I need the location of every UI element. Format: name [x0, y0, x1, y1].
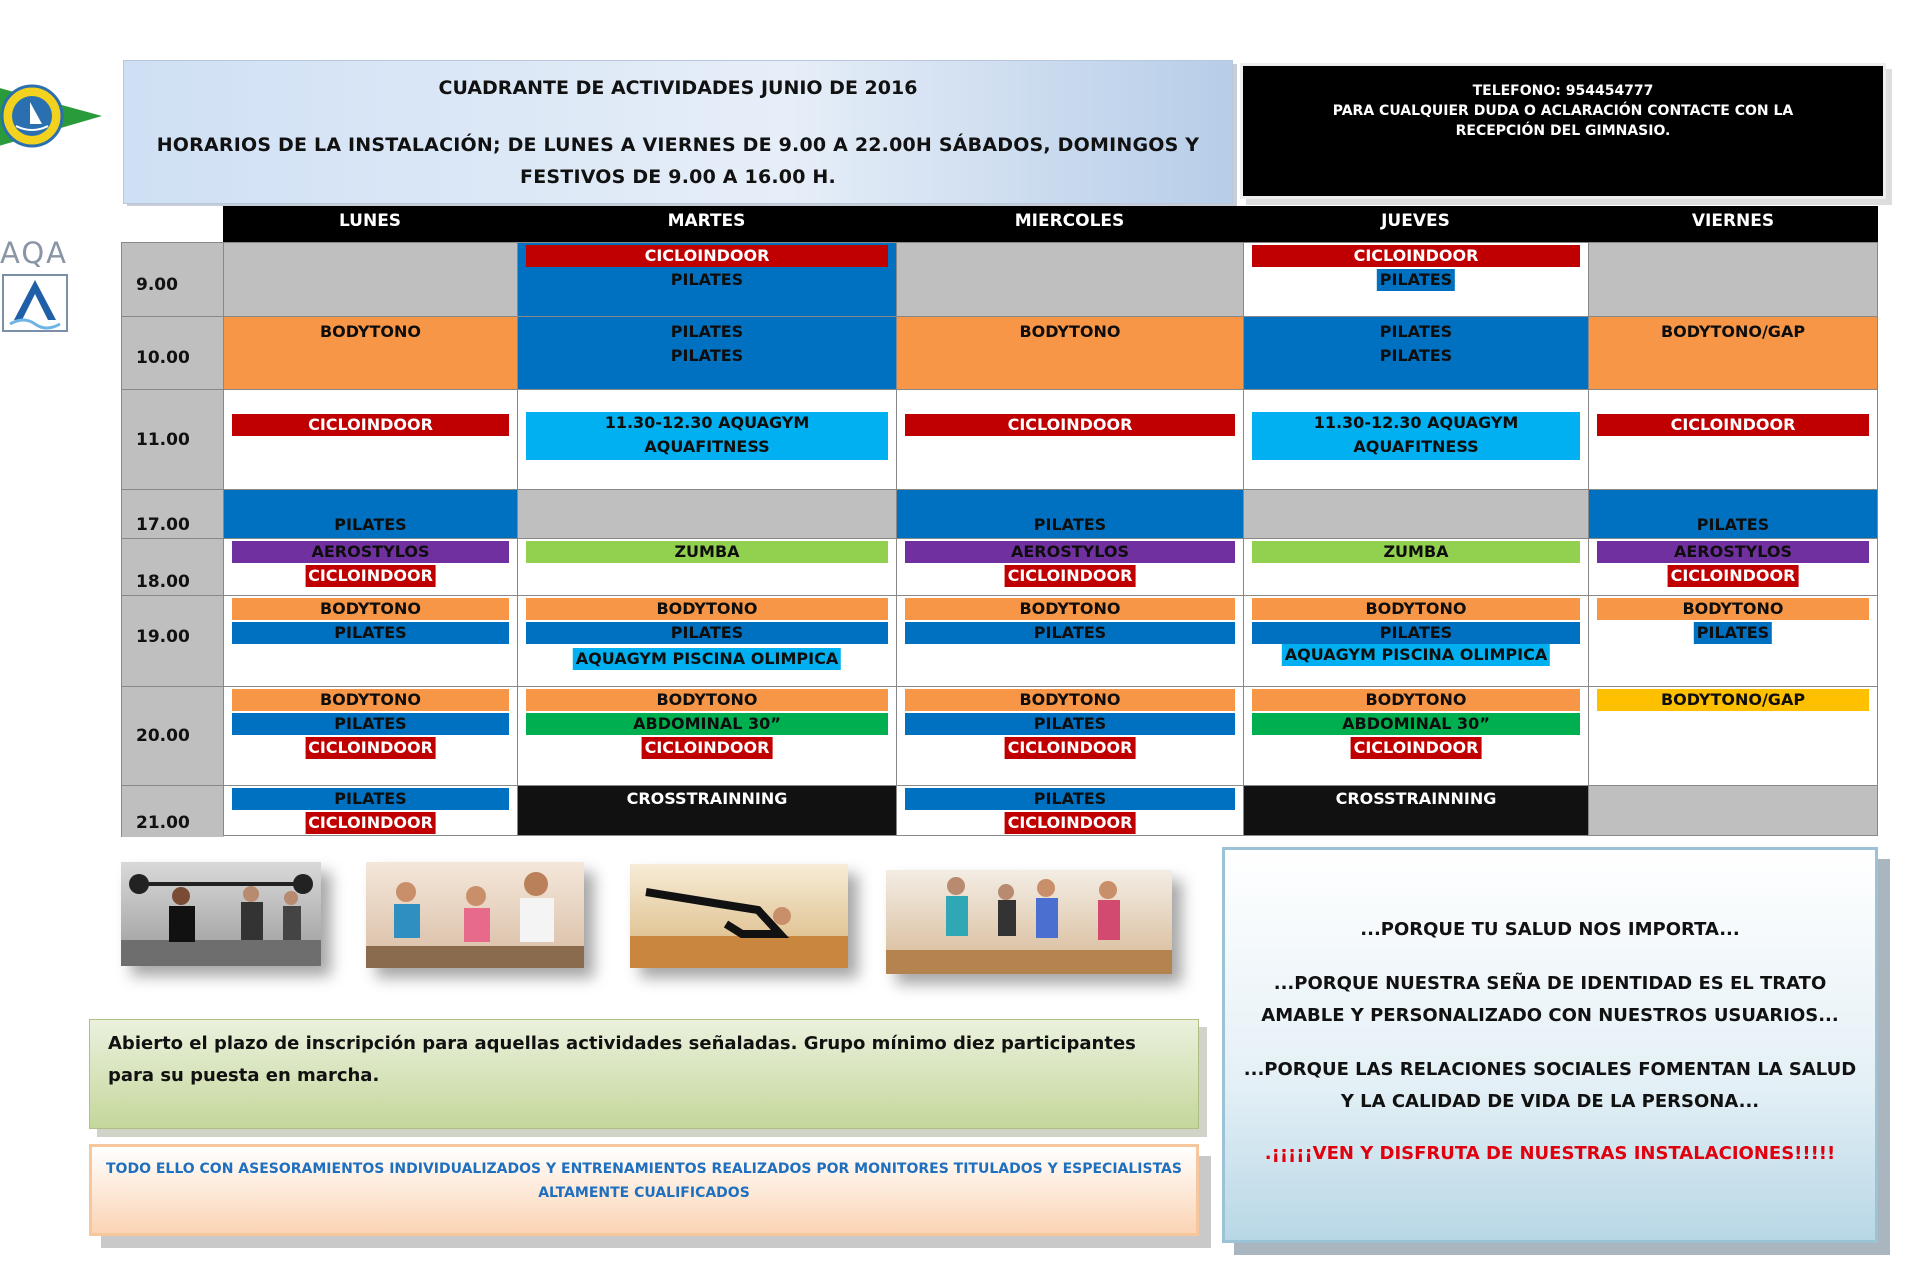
schedule-cell: [517, 538, 896, 595]
schedule-cell: [223, 595, 517, 686]
activity-label: CICLOINDOOR: [1252, 245, 1580, 267]
activity-label: BODYTONO: [1252, 689, 1580, 711]
activity-label: PILATES: [670, 346, 744, 365]
activity-label: PILATES: [1379, 322, 1453, 341]
day-header-miercoles: MIERCOLES: [896, 206, 1243, 242]
activity-label: PILATES: [334, 515, 407, 534]
activity-label: CICLOINDOOR: [305, 565, 436, 587]
gym-photo-yoga: [630, 864, 848, 968]
schedule-cell: [1243, 389, 1588, 489]
activity-label: BODYTONO: [526, 598, 888, 620]
activity-label: PILATES: [670, 322, 744, 341]
title-panel: [123, 60, 1233, 204]
activity-label: PILATES: [1379, 346, 1453, 365]
time-slot: [121, 389, 224, 490]
activity-label: PILATES: [1694, 622, 1772, 644]
schedule-cell: [896, 489, 1243, 538]
schedule-grid: [121, 206, 1878, 836]
schedule-cell: [517, 785, 896, 836]
day-header-lunes: LUNES: [223, 206, 517, 242]
slogan-3: ...PORQUE LAS RELACIONES SOCIALES FOMENTAN LA SALUD Y LA CALIDAD DE VIDA DE LA PERSONA...: [1243, 1059, 1857, 1112]
contact-line-3: RECEPCIÓN DEL GIMNASIO.: [1455, 123, 1671, 139]
schedule-cell: [896, 316, 1243, 389]
activity-label: CICLOINDOOR: [1597, 414, 1869, 436]
activity-label: BODYTONO: [232, 689, 509, 711]
activity-label: CICLOINDOOR: [526, 245, 888, 267]
grid-corner: [121, 206, 223, 242]
time-slot: [121, 489, 224, 539]
activity-label: CICLOINDOOR: [905, 414, 1235, 436]
activity-label: PILATES: [232, 622, 509, 644]
activity-label: BODYTONO/GAP: [1660, 322, 1806, 341]
activity-label: ZUMBA: [1252, 541, 1580, 563]
activity-label: 11.30-12.30 AQUAGYM: [526, 412, 888, 436]
time-slot: [121, 686, 224, 786]
activity-label: PILATES: [670, 270, 744, 289]
activity-label: BODYTONO: [905, 598, 1235, 620]
slogan-2: ...PORQUE NUESTRA SEÑA DE IDENTIDAD ES EL TRATO AMABLE Y PERSONALIZADO CON NUESTROS USUARIOS...: [1261, 973, 1839, 1026]
activity-label: PILATES: [526, 622, 888, 644]
time-label: 11.00: [136, 430, 190, 450]
activity-label: BODYTONO: [1252, 598, 1580, 620]
activity-label: AEROSTYLOS: [232, 541, 509, 563]
schedule-cell: [1588, 686, 1878, 785]
activity-label: PILATES: [232, 788, 509, 810]
activity-label: ABDOMINAL 30”: [1252, 713, 1580, 735]
schedule-cell: [1588, 316, 1878, 389]
schedule-cell: [223, 538, 517, 595]
activity-label: BODYTONO: [232, 598, 509, 620]
activity-label: AQUAFITNESS: [1252, 436, 1580, 460]
schedule-cell: [223, 489, 517, 538]
day-header-martes: MARTES: [517, 206, 896, 242]
activity-label: CICLOINDOOR: [232, 414, 509, 436]
time-label: 18.00: [136, 572, 190, 592]
schedule-cell: [1243, 785, 1588, 836]
activity-label: PILATES: [905, 713, 1235, 735]
activity-label: CICLOINDOOR: [305, 737, 436, 759]
contact-phone: TELEFONO: 954454777: [1472, 83, 1654, 99]
activity-label: BODYTONO: [905, 689, 1235, 711]
slogan-4: .¡¡¡¡¡VEN Y DISFRUTA DE NUESTRAS INSTALACIONES!!!!!: [1264, 1143, 1836, 1164]
page-title: CUADRANTE DE ACTIVIDADES JUNIO DE 2016: [438, 77, 918, 99]
time-label: 10.00: [136, 348, 190, 368]
schedule-cell: [1588, 389, 1878, 489]
gym-photo-weights: [121, 862, 321, 966]
activity-label: BODYTONO: [526, 689, 888, 711]
activity-label: CROSSTRAINNING: [1335, 789, 1497, 808]
activity-label: 11.30-12.30 AQUAGYM: [1252, 412, 1580, 436]
contact-panel: [1240, 63, 1886, 199]
schedule-cell: [1243, 242, 1588, 316]
schedule-cell: [896, 595, 1243, 686]
activity-label: BODYTONO: [1019, 322, 1121, 341]
schedule-cell: [1243, 538, 1588, 595]
schedule-cell: [896, 686, 1243, 785]
activity-label: PILATES: [905, 622, 1235, 644]
activity-label: ABDOMINAL 30”: [526, 713, 888, 735]
time-label: 20.00: [136, 726, 190, 746]
activity-label: CROSSTRAINNING: [626, 789, 788, 808]
gym-photo-step-class: [886, 870, 1172, 974]
schedule-cell: [1243, 686, 1588, 785]
schedule-cell: [896, 785, 1243, 836]
schedule-cell: [517, 595, 896, 686]
activity-label: CICLOINDOOR: [1005, 565, 1136, 587]
activity-label: AEROSTYLOS: [1597, 541, 1869, 563]
schedule-cell: [1588, 785, 1878, 836]
day-header-jueves: JUEVES: [1243, 206, 1588, 242]
activity-label: AQUAGYM PISCINA OLIMPICA: [1282, 644, 1550, 666]
schedule-cell: [1243, 489, 1588, 538]
contact-line-2: PARA CUALQUIER DUDA O ACLARACIÓN CONTACTE CON LA: [1332, 103, 1794, 119]
activity-label: AQUAFITNESS: [526, 436, 888, 460]
opening-hours: HORARIOS DE LA INSTALACIÓN; DE LUNES A VIERNES DE 9.00 A 22.00H SÁBADOS, DOMINGOS Y FESTIVOS DE 9.00 A 16.00 H.: [156, 134, 1200, 188]
day-header-viernes: VIERNES: [1588, 206, 1878, 242]
schedule-cell: [1588, 489, 1878, 538]
schedule-cell: [517, 316, 896, 389]
club-nautico-logo: [0, 78, 110, 156]
activity-label: CICLOINDOOR: [1005, 812, 1136, 834]
schedule-cell: [896, 242, 1243, 316]
schedule-cell: [1243, 595, 1588, 686]
time-label: 19.00: [136, 627, 190, 647]
activity-label: CICLOINDOOR: [642, 737, 773, 759]
schedule-cell: [223, 785, 517, 836]
schedule-cell: [223, 316, 517, 389]
time-label: 21.00: [136, 813, 190, 833]
activity-label: CICLOINDOOR: [305, 812, 436, 834]
schedule-cell: [517, 242, 896, 316]
activity-label: BODYTONO: [319, 322, 421, 341]
time-label: 9.00: [136, 275, 178, 295]
schedule-cell: [1588, 242, 1878, 316]
gym-photo-stretching: [366, 862, 584, 968]
slogan-1: ...PORQUE TU SALUD NOS IMPORTA...: [1360, 919, 1740, 940]
activity-label: BODYTONO/GAP: [1597, 689, 1869, 711]
advice-note: TODO ELLO CON ASESORAMIENTOS INDIVIDUALIZADOS Y ENTRENAMIENTOS REALIZADOS POR MONITORES TITULADOS Y ESPECIALISTAS ALTAMENTE CUALIFICADOS: [89, 1144, 1199, 1236]
schedule-cell: [223, 242, 517, 316]
time-slot: [121, 316, 224, 390]
schedule-cell: [223, 389, 517, 489]
schedule-cell: [517, 389, 896, 489]
activity-label: AQUAGYM PISCINA OLIMPICA: [573, 648, 841, 670]
time-slot: [121, 538, 224, 596]
activity-label: BODYTONO: [1597, 598, 1869, 620]
activity-label: PILATES: [905, 788, 1235, 810]
schedule-cell: [1588, 538, 1878, 595]
inscription-note: Abierto el plazo de inscripción para aquellas actividades señaladas. Grupo mínimo diez participantes para su puesta en marcha.: [89, 1019, 1199, 1129]
aqa-logo-text: AQA: [0, 236, 68, 270]
time-slot: [121, 242, 224, 317]
activity-label: PILATES: [232, 713, 509, 735]
activity-label: PILATES: [1696, 515, 1770, 534]
activity-label: PILATES: [1033, 515, 1107, 534]
time-slot: [121, 595, 224, 687]
activity-label: CICLOINDOOR: [1351, 737, 1482, 759]
schedule-cell: [1243, 316, 1588, 389]
schedule-cell: [1588, 595, 1878, 686]
activity-label: ZUMBA: [526, 541, 888, 563]
activity-label: PILATES: [1252, 622, 1580, 644]
activity-label: PILATES: [1377, 269, 1455, 291]
slogan-panel: [1222, 847, 1878, 1243]
activity-label: AEROSTYLOS: [905, 541, 1235, 563]
time-label: 17.00: [136, 515, 190, 535]
schedule-cell: [896, 538, 1243, 595]
schedule-cell: [517, 489, 896, 538]
schedule-cell: [517, 686, 896, 785]
activity-label: CICLOINDOOR: [1668, 565, 1799, 587]
schedule-cell: [223, 686, 517, 785]
activity-label: CICLOINDOOR: [1005, 737, 1136, 759]
time-slot: [121, 785, 224, 837]
schedule-cell: [896, 389, 1243, 489]
aqa-logo: [0, 236, 72, 332]
